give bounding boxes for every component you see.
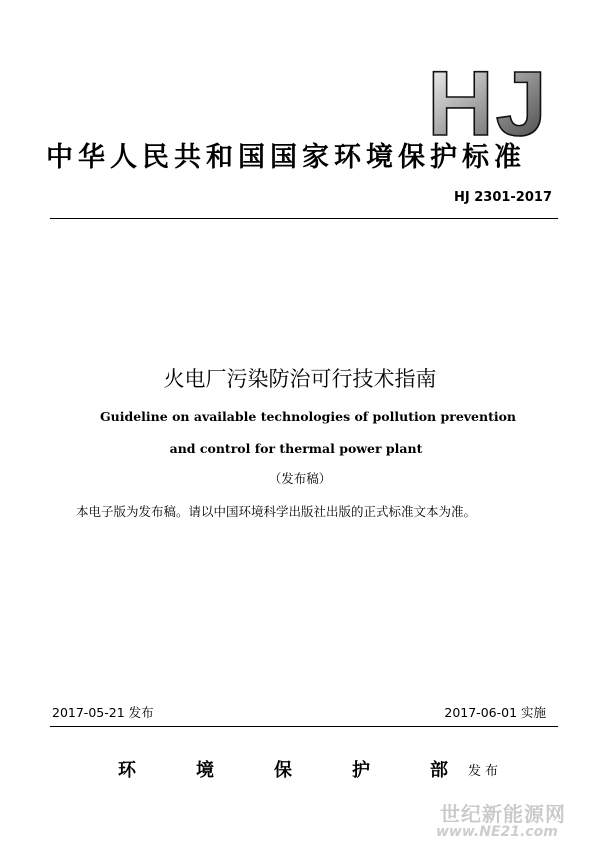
top-divider [50, 218, 558, 219]
document-title-cn: 火电厂污染防治可行技术指南 [163, 367, 437, 391]
implementation-date: 2017-06-01 实施 [444, 705, 546, 720]
document-title-en-line1: Guideline on available technologies of pollution prevention [99, 409, 517, 424]
edition-notice: 本电子版为发布稿。请以中国环境科学出版社出版的正式标准文本为准。 [76, 504, 477, 519]
issuer-suffix: 发布 [468, 764, 503, 779]
draft-label: （发布稿） [268, 471, 332, 486]
document-title-en-line2: and control for thermal power plant [169, 441, 423, 456]
issue-date: 2017-05-21 发布 [52, 705, 154, 720]
issuer-char: 境 [196, 760, 214, 781]
hj-logo-text: HJ [427, 62, 549, 140]
watermark-url: www.NE21.com [436, 824, 558, 840]
hj-logo [418, 62, 558, 140]
issuer-char: 环 [118, 760, 136, 781]
issuing-authority [118, 758, 448, 784]
issuer-char: 护 [352, 760, 370, 781]
standard-title: 中华人民共和国国家环境保护标准 [46, 142, 526, 173]
issuer-char: 保 [274, 760, 292, 781]
issuer-char: 部 [430, 760, 448, 781]
watermark-text: 世纪新能源网 [440, 802, 566, 826]
site-watermark [432, 796, 596, 848]
standard-code: HJ 2301-2017 [453, 190, 552, 205]
bottom-divider [50, 726, 558, 727]
